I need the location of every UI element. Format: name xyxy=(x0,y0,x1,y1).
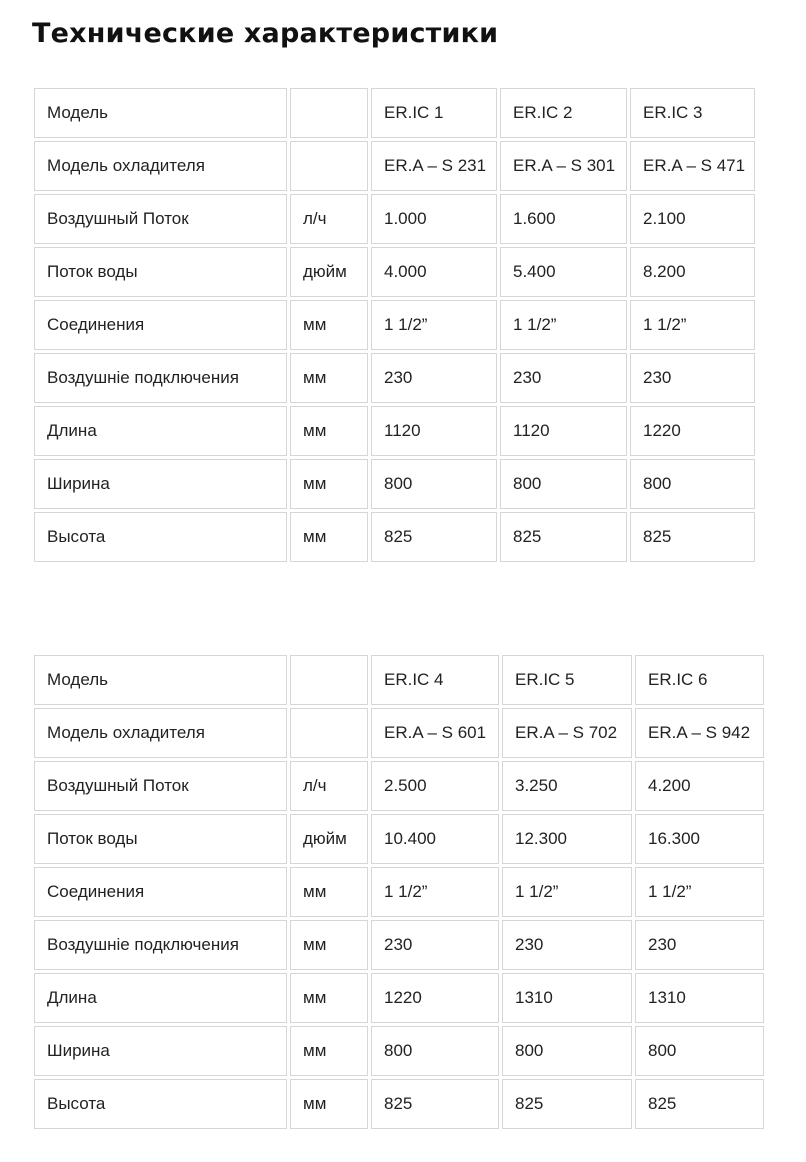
parameter-cell: Воздушніе подключения xyxy=(34,353,287,403)
model-value-cell: ER.IC 4 xyxy=(371,655,499,705)
unit-cell: мм xyxy=(290,353,368,403)
parameter-cell: Воздушный Поток xyxy=(34,194,287,244)
unit-cell xyxy=(290,88,368,138)
model-value-cell: 230 xyxy=(635,920,764,970)
model-value-cell: ER.IC 2 xyxy=(500,88,627,138)
model-value-cell: 8.200 xyxy=(630,247,755,297)
unit-cell: мм xyxy=(290,406,368,456)
model-value-cell: ER.IC 3 xyxy=(630,88,755,138)
parameter-cell: Ширина xyxy=(34,1026,287,1076)
parameter-cell: Модель охладителя xyxy=(34,141,287,191)
parameter-cell: Модель xyxy=(34,88,287,138)
model-value-cell: 4.000 xyxy=(371,247,497,297)
parameter-cell: Соединения xyxy=(34,867,287,917)
model-value-cell: 825 xyxy=(500,512,627,562)
table-row xyxy=(34,1026,764,1076)
model-value-cell: 800 xyxy=(371,1026,499,1076)
model-value-cell: 825 xyxy=(371,512,497,562)
model-value-cell: 1 1/2” xyxy=(500,300,627,350)
parameter-cell: Длина xyxy=(34,973,287,1023)
page-title: Технические характеристики xyxy=(32,18,499,49)
model-value-cell: 825 xyxy=(371,1079,499,1129)
model-value-cell: 825 xyxy=(502,1079,632,1129)
table-row xyxy=(34,512,755,562)
model-value-cell: 230 xyxy=(502,920,632,970)
model-value-cell: 1310 xyxy=(635,973,764,1023)
spec-table-1 xyxy=(31,85,758,565)
unit-cell: мм xyxy=(290,920,368,970)
unit-cell: дюйм xyxy=(290,247,368,297)
parameter-cell: Модель xyxy=(34,655,287,705)
model-value-cell: 12.300 xyxy=(502,814,632,864)
parameter-cell: Соединения xyxy=(34,300,287,350)
unit-cell: мм xyxy=(290,459,368,509)
unit-cell: мм xyxy=(290,973,368,1023)
parameter-cell: Воздушніе подключения xyxy=(34,920,287,970)
model-value-cell: ER.IC 1 xyxy=(371,88,497,138)
model-value-cell: 800 xyxy=(500,459,627,509)
unit-cell xyxy=(290,655,368,705)
unit-cell xyxy=(290,141,368,191)
model-value-cell: 230 xyxy=(371,353,497,403)
model-value-cell: 800 xyxy=(371,459,497,509)
parameter-cell: Высота xyxy=(34,1079,287,1129)
table-row xyxy=(34,88,755,138)
model-value-cell: 1 1/2” xyxy=(371,867,499,917)
model-value-cell: 800 xyxy=(502,1026,632,1076)
table-row xyxy=(34,141,755,191)
model-value-cell: 1.600 xyxy=(500,194,627,244)
parameter-cell: Поток воды xyxy=(34,247,287,297)
model-value-cell: 825 xyxy=(635,1079,764,1129)
spec-table-2 xyxy=(31,652,767,1132)
parameter-cell: Длина xyxy=(34,406,287,456)
model-value-cell: 800 xyxy=(630,459,755,509)
model-value-cell: 1 1/2” xyxy=(502,867,632,917)
unit-cell: мм xyxy=(290,300,368,350)
table-row xyxy=(34,655,764,705)
table-row xyxy=(34,973,764,1023)
table-row xyxy=(34,300,755,350)
table-row xyxy=(34,867,764,917)
table-row xyxy=(34,761,764,811)
table-row xyxy=(34,459,755,509)
table-row xyxy=(34,194,755,244)
model-value-cell: ER.A – S 601 xyxy=(371,708,499,758)
model-value-cell: 1 1/2” xyxy=(630,300,755,350)
model-value-cell: 1310 xyxy=(502,973,632,1023)
model-value-cell: 230 xyxy=(371,920,499,970)
table-row xyxy=(34,353,755,403)
model-value-cell: 2.100 xyxy=(630,194,755,244)
model-value-cell: 16.300 xyxy=(635,814,764,864)
model-value-cell: 4.200 xyxy=(635,761,764,811)
table-row xyxy=(34,920,764,970)
unit-cell: мм xyxy=(290,1026,368,1076)
unit-cell: л/ч xyxy=(290,761,368,811)
model-value-cell: ER.A – S 301 xyxy=(500,141,627,191)
parameter-cell: Воздушный Поток xyxy=(34,761,287,811)
model-value-cell: 230 xyxy=(630,353,755,403)
model-value-cell: 1120 xyxy=(500,406,627,456)
parameter-cell: Ширина xyxy=(34,459,287,509)
parameter-cell: Поток воды xyxy=(34,814,287,864)
model-value-cell: ER.IC 5 xyxy=(502,655,632,705)
unit-cell: мм xyxy=(290,867,368,917)
model-value-cell: 3.250 xyxy=(502,761,632,811)
parameter-cell: Высота xyxy=(34,512,287,562)
model-value-cell: 2.500 xyxy=(371,761,499,811)
model-value-cell: 825 xyxy=(630,512,755,562)
model-value-cell: ER.A – S 471 xyxy=(630,141,755,191)
table-row xyxy=(34,1079,764,1129)
model-value-cell: 1120 xyxy=(371,406,497,456)
unit-cell: мм xyxy=(290,1079,368,1129)
unit-cell xyxy=(290,708,368,758)
table-row xyxy=(34,406,755,456)
model-value-cell: 10.400 xyxy=(371,814,499,864)
model-value-cell: ER.A – S 702 xyxy=(502,708,632,758)
model-value-cell: 1.000 xyxy=(371,194,497,244)
model-value-cell: ER.A – S 942 xyxy=(635,708,764,758)
unit-cell: мм xyxy=(290,512,368,562)
model-value-cell: 1 1/2” xyxy=(635,867,764,917)
model-value-cell: 1220 xyxy=(630,406,755,456)
parameter-cell: Модель охладителя xyxy=(34,708,287,758)
table-row xyxy=(34,814,764,864)
model-value-cell: 1220 xyxy=(371,973,499,1023)
model-value-cell: 5.400 xyxy=(500,247,627,297)
table-row xyxy=(34,708,764,758)
table-row xyxy=(34,247,755,297)
model-value-cell: ER.A – S 231 xyxy=(371,141,497,191)
unit-cell: л/ч xyxy=(290,194,368,244)
model-value-cell: 230 xyxy=(500,353,627,403)
unit-cell: дюйм xyxy=(290,814,368,864)
model-value-cell: ER.IC 6 xyxy=(635,655,764,705)
model-value-cell: 1 1/2” xyxy=(371,300,497,350)
model-value-cell: 800 xyxy=(635,1026,764,1076)
